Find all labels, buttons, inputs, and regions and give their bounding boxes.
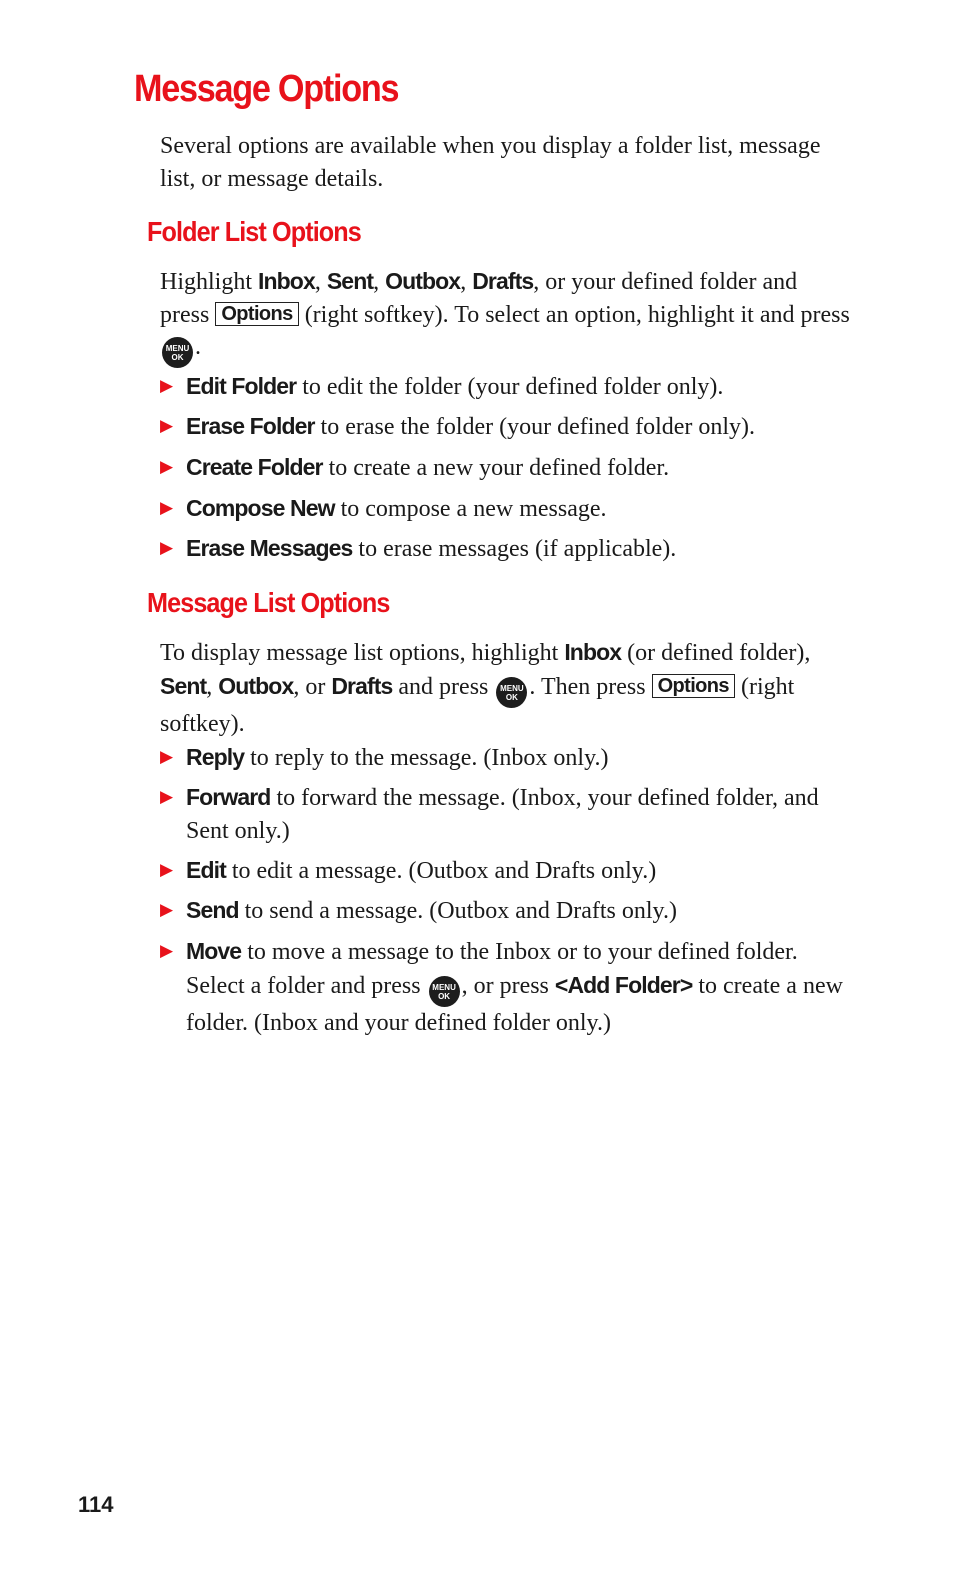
add-folder-term: <Add Folder>: [554, 971, 693, 998]
item-term: Reply: [186, 744, 245, 770]
text: .: [195, 334, 201, 360]
item-term: Send: [186, 897, 239, 923]
menu-ok-key-icon: MENU OK: [496, 677, 527, 708]
menu-ok-key-icon: MENU OK: [429, 976, 460, 1007]
item-text: to create a new your defined folder.: [322, 455, 670, 481]
item-term: Edit: [186, 857, 226, 883]
list-item: [160, 370, 850, 404]
list-item: [160, 935, 850, 1039]
list-item: [160, 451, 850, 485]
list-item: [160, 781, 850, 847]
item-term: Move: [186, 938, 242, 964]
bullet-arrow-icon: ▶: [160, 538, 174, 558]
folder-list-heading: Folder List Options: [147, 216, 361, 247]
page-title: Message Options: [134, 68, 399, 110]
bullet-arrow-icon: ▶: [160, 787, 174, 807]
outbox-term: Outbox: [385, 268, 461, 294]
options-softkey: Options: [215, 302, 298, 326]
text: ,: [314, 269, 327, 295]
item-term: Compose New: [186, 495, 335, 521]
text: ,: [460, 269, 473, 295]
item-text: to reply to the message. (Inbox only.): [244, 745, 609, 771]
bullet-arrow-icon: ▶: [160, 416, 174, 436]
bullet-arrow-icon: ▶: [160, 376, 174, 396]
item-text: to compose a new message.: [334, 496, 607, 522]
menu-ok-key-icon: MENU OK: [162, 337, 193, 368]
item-term: Forward: [186, 784, 271, 810]
item-text: to erase the folder (your defined folder only).: [314, 414, 756, 440]
bullet-arrow-icon: ▶: [160, 498, 174, 518]
item-text: to erase messages (if applicable).: [352, 536, 677, 562]
item-text: to forward the message. (Inbox, your defined folder, and Sent only.): [186, 785, 819, 844]
item-text: to create a new folder. (Inbox and your defined folder only.): [186, 972, 843, 1036]
drafts-term: Drafts: [472, 268, 534, 294]
text: ,: [206, 673, 219, 700]
item-text: to send a message. (Outbox and Drafts only.): [238, 898, 677, 924]
bullet-arrow-icon: ▶: [160, 941, 174, 961]
list-item: [160, 741, 850, 775]
list-item: [160, 492, 850, 526]
text: (or defined folder),: [621, 640, 811, 666]
list-item: [160, 894, 850, 928]
item-text: to edit a message. (Outbox and Drafts only.): [225, 858, 657, 884]
item-text: , or press: [461, 972, 555, 999]
bullet-arrow-icon: ▶: [160, 457, 174, 477]
list-item: [160, 410, 850, 444]
drafts-term: Drafts: [331, 672, 393, 699]
bullet-arrow-icon: ▶: [160, 860, 174, 880]
text: ,: [373, 269, 386, 295]
list-item: [160, 532, 850, 566]
item-text: to move a message to the Inbox or to your defined folder. Select a folder and press: [186, 939, 798, 999]
item-term: Erase Messages: [186, 535, 353, 561]
bullet-arrow-icon: ▶: [160, 747, 174, 767]
text: and press: [392, 673, 495, 700]
text: , or: [293, 673, 332, 700]
text: To display message list options, highlight: [160, 640, 565, 666]
item-term: Erase Folder: [186, 413, 315, 439]
options-softkey: Options: [652, 674, 735, 698]
text: . Then press: [529, 673, 652, 700]
intro-paragraph: Several options are available when you display a folder list, message list, or message details.: [160, 133, 821, 192]
page-number: 114: [78, 1492, 114, 1517]
message-list-paragraph: [160, 636, 850, 740]
bullet-arrow-icon: ▶: [160, 900, 174, 920]
item-text: to edit the folder (your defined folder only).: [296, 374, 724, 400]
sent-term: Sent: [160, 672, 207, 699]
sent-term: Sent: [326, 268, 374, 294]
inbox-term: Inbox: [258, 268, 315, 294]
text: Highlight: [160, 269, 259, 295]
text: (right softkey). To select an option, highlight it and press: [298, 301, 850, 328]
outbox-term: Outbox: [218, 672, 294, 699]
item-term: Edit Folder: [186, 373, 297, 399]
item-term: Create Folder: [186, 454, 323, 480]
folder-list-paragraph: [160, 265, 850, 368]
list-item: [160, 854, 850, 888]
inbox-term: Inbox: [564, 639, 622, 665]
text: (right softkey).: [160, 673, 795, 737]
text: , or your defined folder and press: [160, 269, 798, 328]
message-list-heading: Message List Options: [147, 587, 390, 618]
